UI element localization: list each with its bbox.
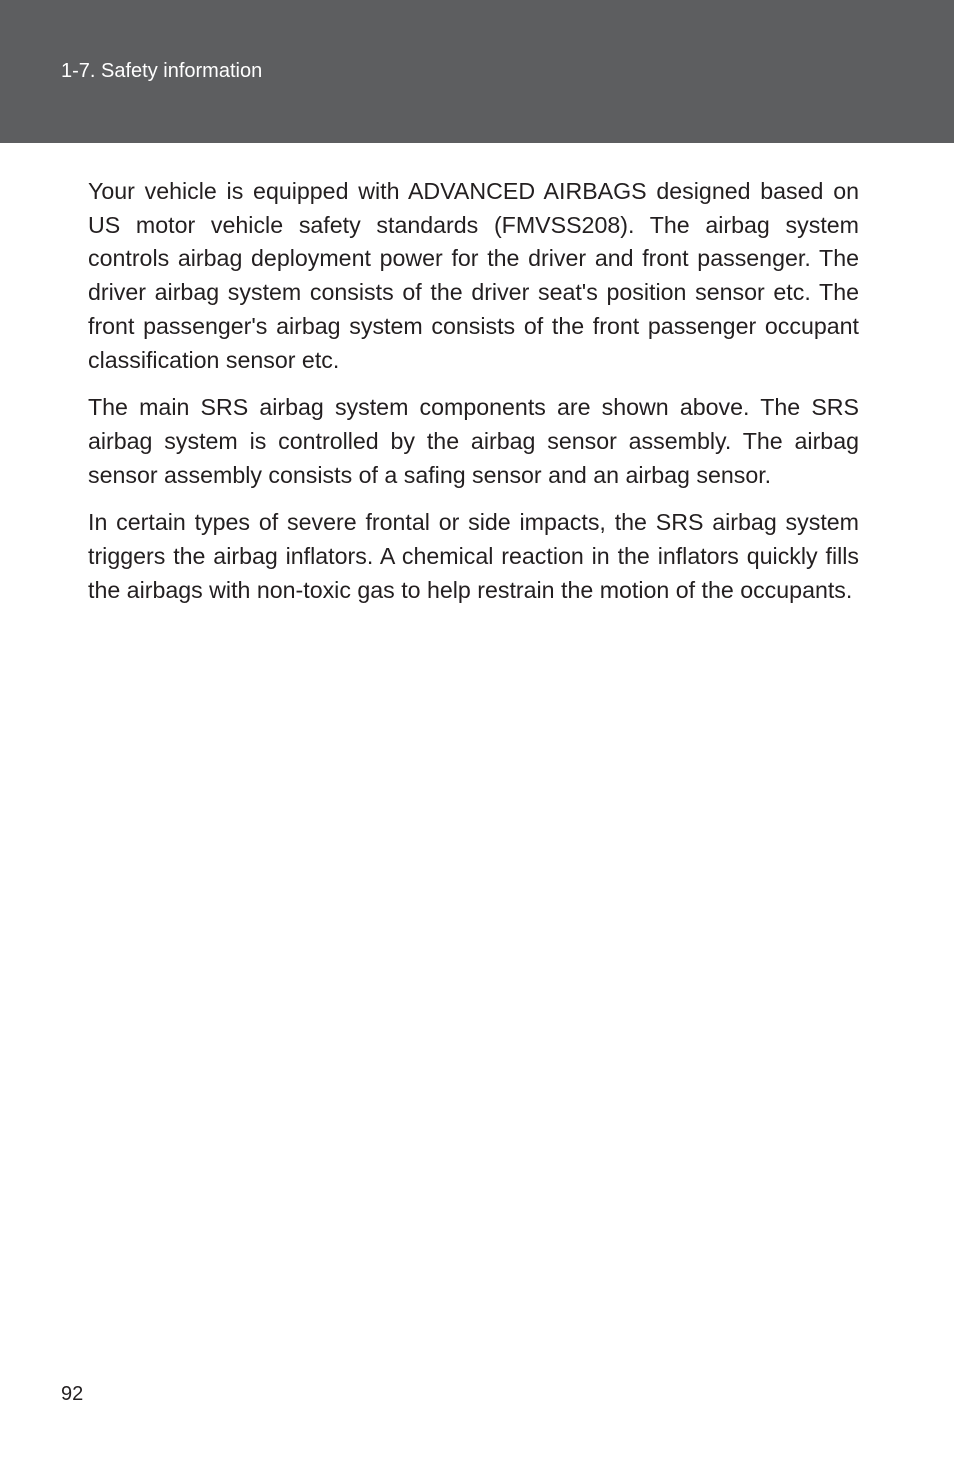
- section-title: 1-7. Safety information: [61, 60, 263, 82]
- paragraph-inflators: In certain types of severe frontal or side impacts, the SRS airbag system triggers the airbag inflators. A chemical reaction in the inflators quickly fills the airbags with non-toxic gas to help restrain the motion of the occupants.: [88, 509, 859, 603]
- page-number: 92: [61, 1383, 84, 1405]
- paragraph-srs-components: The main SRS airbag system components are shown above. The SRS airbag system is controlled by the airbag sensor assembly. The airbag sensor assembly consists of a safing sensor and an airbag sensor.: [88, 394, 859, 488]
- body-text: [88, 175, 859, 621]
- header-band: [0, 0, 954, 143]
- paragraph-advanced-airbags: Your vehicle is equipped with ADVANCED AIRBAGS designed based on US motor vehicle safety standards (FMVSS208). The airbag system controls airbag deployment power for the driver and front passenger. The driver airbag system consists of the driver seat's position sensor etc. The front passenger's airbag system consists of the front passenger occupant classification sensor etc.: [88, 178, 859, 373]
